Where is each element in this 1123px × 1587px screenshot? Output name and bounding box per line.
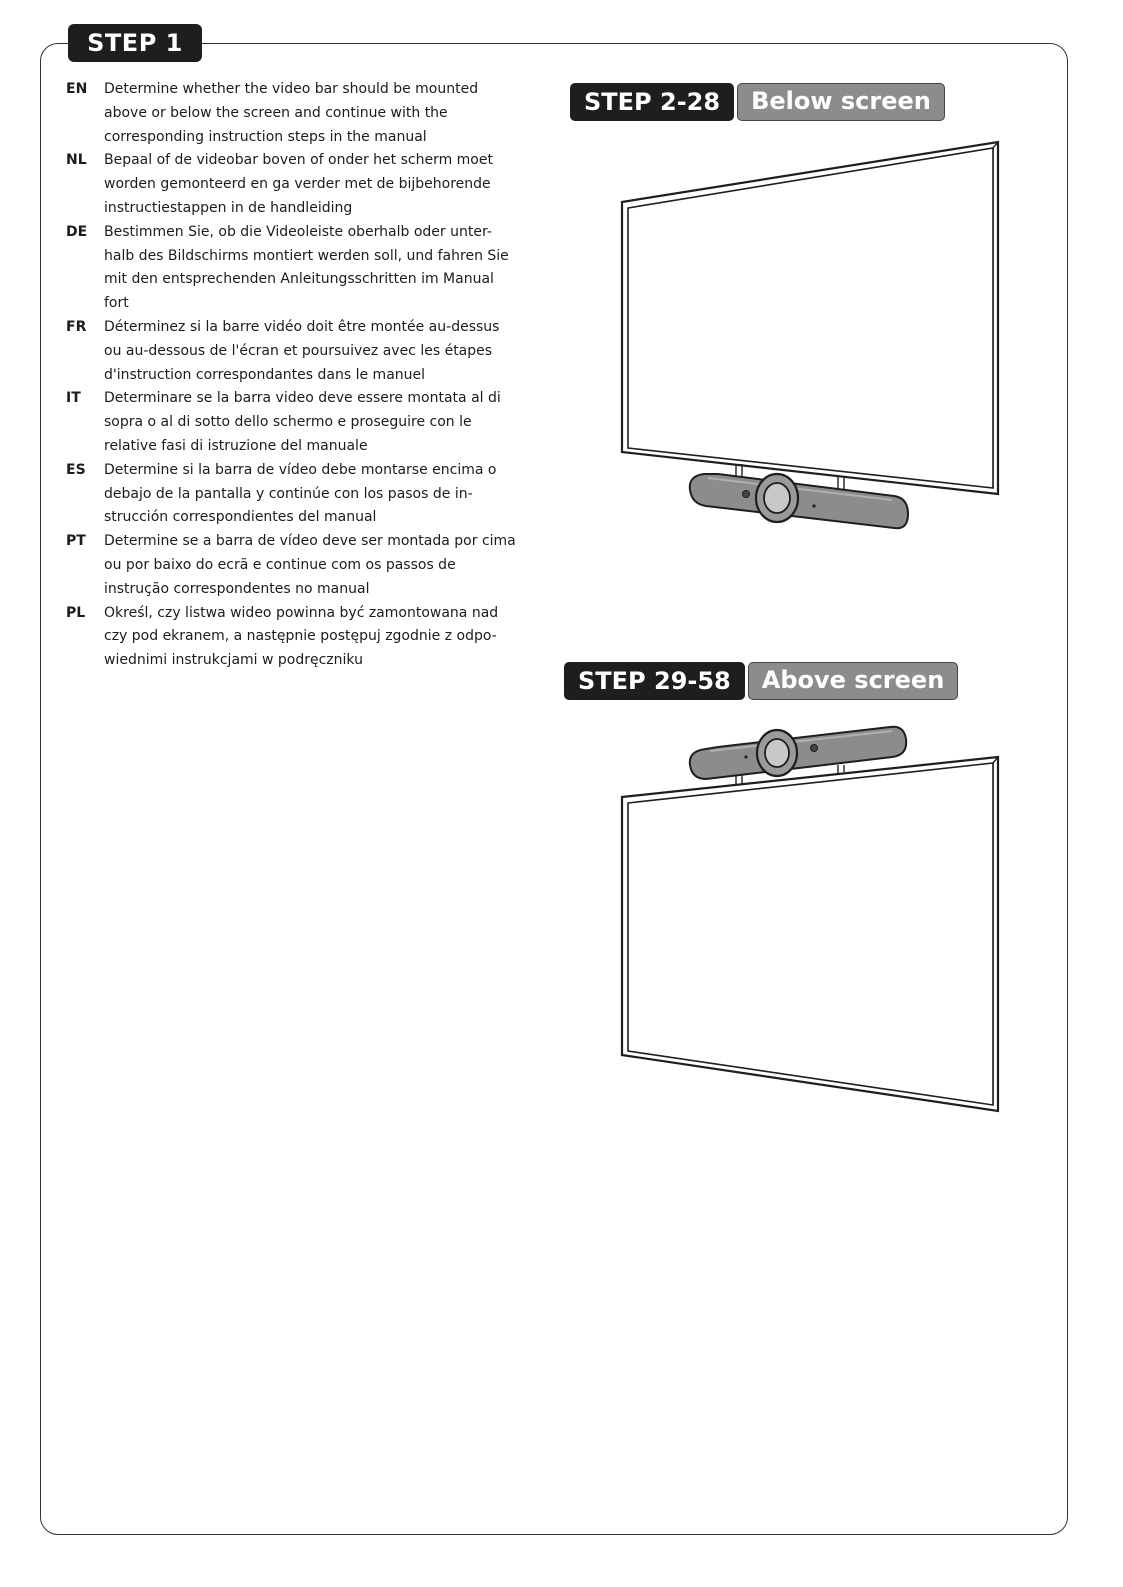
language-code: DE [66, 223, 88, 240]
tv-with-bar-below-illustration [600, 130, 1020, 550]
language-code: EN [66, 81, 88, 97]
instruction-text: Determinare se la barra video deve essere montata al di sopra o al di sotto dello schermo e proseguire con le relative fasi di istruzione del manuale [104, 390, 501, 454]
below-screen-label: Below screen [737, 83, 945, 121]
above-screen-label: Above screen [748, 662, 959, 700]
language-code: FR [66, 318, 87, 335]
language-code: NL [66, 152, 87, 169]
language-code: IT [66, 390, 81, 407]
above-screen-banner [564, 662, 958, 700]
below-screen-step-range: STEP 2-28 [570, 83, 734, 121]
instruction-nl [66, 149, 516, 220]
step-1-heading: STEP 1 [68, 24, 202, 62]
instruction-fr [66, 316, 516, 387]
instruction-en [66, 78, 516, 149]
instruction-text: Bepaal of de videobar boven of onder het scherm moet worden gemonteerd en ga verder met de bijbehorende instructiestappen in de handleiding [104, 152, 493, 216]
instruction-it [66, 387, 516, 458]
instruction-pl [66, 602, 516, 673]
tv-with-bar-above-illustration [600, 715, 1020, 1125]
language-code: PT [66, 533, 86, 550]
instruction-de [66, 221, 516, 316]
instruction-text: Determine si la barra de vídeo debe montarse encima o debajo de la pantalla y continúe con los pasos de in-strucción correspondientes del manual [104, 461, 497, 526]
instruction-list [66, 78, 516, 673]
instruction-text: Determine se a barra de vídeo deve ser montada por cima ou por baixo do ecrã e continue com os passos de instrução correspondentes no manual [104, 533, 516, 597]
instruction-text: Determine whether the video bar should be mounted above or below the screen and continue with the corresponding instruction steps in the manual [104, 81, 479, 145]
instruction-pt [66, 530, 516, 601]
above-screen-step-range: STEP 29-58 [564, 662, 745, 700]
instruction-text: Déterminez si la barre vidéo doit être montée au-dessus ou au-dessous de l'écran et poursuivez avec les étapes d'instruction correspondantes dans le manuel [104, 318, 500, 383]
language-code: PL [66, 604, 86, 621]
language-code: ES [66, 461, 86, 478]
instruction-text: Bestimmen Sie, ob die Videoleiste oberhalb oder unter-halb des Bildschirms montiert werden soll, und fahren Sie mit den entsprechenden Anleitungsschritten im Manual fort [104, 223, 509, 312]
instruction-es [66, 459, 516, 530]
instruction-text: Określ, czy listwa wideo powinna być zamontowana nad czy pod ekranem, a następnie postępuj zgodnie z odpo-wiednimi instrukcjami w podręczniku [104, 604, 499, 669]
below-screen-banner [570, 83, 945, 121]
